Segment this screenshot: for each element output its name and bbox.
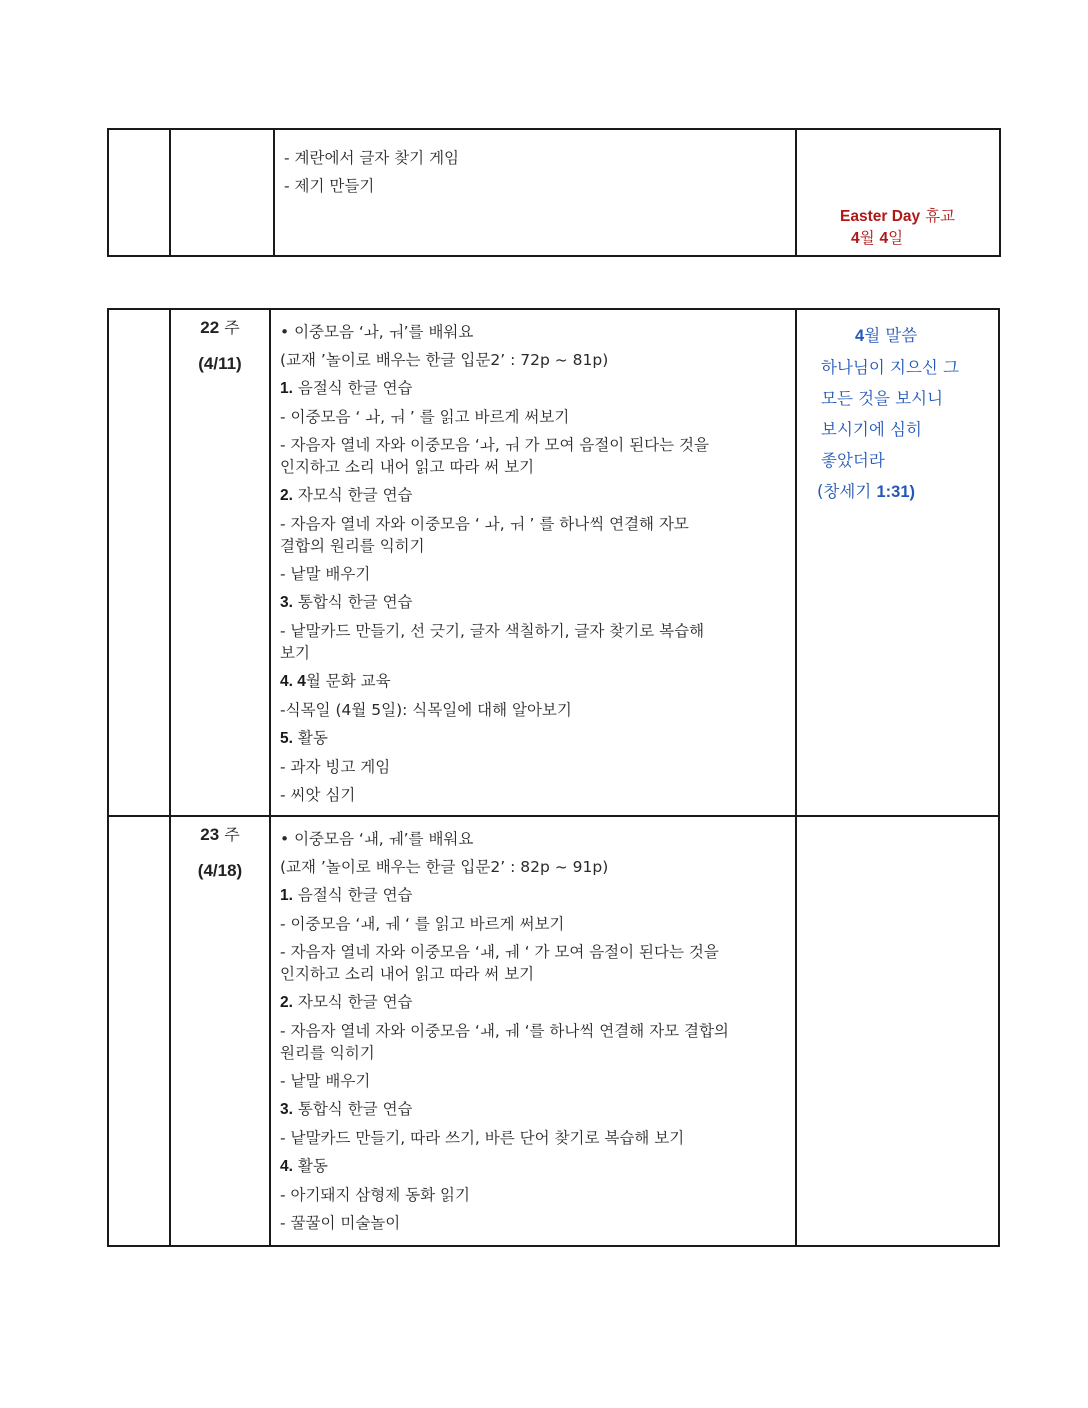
activity-line: -식목일 (4월 5일): 식목일에 대해 알아보기 [280,701,572,719]
activity-text: 인지하고 소리 내어 읽고 따라 써 보기 [280,965,535,983]
monthly-verse [797,310,998,508]
week-cell [170,129,274,256]
section-title: 자모식 한글 연습 [292,486,413,504]
activity-text: 보기 [280,644,310,662]
lesson-heading: • 이중모음 ‘ㅙ, ㅞ’를 배워요 [280,830,474,848]
section-title: 통합식 한글 연습 [292,1100,413,1118]
section-title: 통합식 한글 연습 [292,593,413,611]
section-heading [280,374,785,403]
activity-line [280,1017,785,1067]
verse-line: 하나님이 지으신 그 [821,358,960,377]
verse-cell [796,309,999,816]
schedule-table [107,308,1000,1247]
week-date: (4/18) [197,861,243,880]
activity-line [280,431,785,481]
activity-text: 원리를 익히기 [280,1044,375,1062]
verse-month: 4 [855,327,865,345]
month-word: 월 [859,229,880,247]
verse-title [821,320,998,352]
verse-chapter: 1:31) [876,483,916,501]
day-word: 일 [888,229,904,247]
activity-line: - 낱말 배우기 [280,1072,371,1090]
holiday-month: 4 [851,230,860,247]
verse-book: (창세기 [817,482,877,501]
week-cell [170,309,270,816]
activity-text: - 낱말카드 만들기, 선 긋기, 글자 색칠하기, 글자 찾기로 복습해 [280,622,705,640]
table-row-week-22 [108,309,999,816]
section-heading [280,988,785,1017]
lesson-heading: • 이중모음 ‘ㅘ, ㅝ’를 배워요 [280,323,474,341]
activity-line: - 씨앗 심기 [280,786,356,804]
section-heading [280,1095,785,1124]
activity-line: - 꿀꿀이 미술놀이 [280,1214,401,1232]
section-title: 활동 [292,729,328,747]
activity-line [280,617,785,667]
activity-text: - 자음자 열네 자와 이중모음 ‘ ㅘ, ㅝ ’ 를 하나씩 연결해 자모 [280,515,689,533]
section-heading [280,481,785,510]
content-cell [270,309,796,816]
section-number: 3. [280,594,293,611]
section-number: 1. [280,380,293,397]
holiday-name: Easter Day [840,208,921,225]
verse-reference [817,476,998,508]
week-cell [170,816,270,1246]
section-title: 월 문화 교육 [305,672,391,690]
section-heading [280,667,785,696]
section-heading [280,881,785,910]
holiday-note-date [851,226,903,248]
empty-cell [108,309,170,816]
activity-line: - 제기 만들기 [284,177,375,195]
week-label [171,817,269,853]
activity-text: - 자음자 열네 자와 이중모음 ‘ㅙ, ㅞ ‘를 하나씩 연결해 자모 결합의 [280,1022,729,1040]
section-number: 5. [280,730,293,747]
holiday-day: 4 [879,230,889,247]
activity-text: - 자음자 열네 자와 이중모음 ‘ㅘ, ㅝ 가 모여 음절이 된다는 것을 [280,436,709,454]
content-cell [270,816,796,1246]
verse-line: 모든 것을 보시니 [821,389,944,408]
content-cell [274,129,796,256]
verse-line: 좋았더라 [821,451,885,470]
activity-line: - 낱말카드 만들기, 따라 쓰기, 바른 단어 찾기로 복습해 보기 [280,1129,685,1147]
textbook-reference: (교재 ’놀이로 배우는 한글 입문2’ : 82p ~ 91p) [280,858,609,876]
verse-title-word: 월 말씀 [864,326,918,345]
holiday-note-title [840,204,955,226]
activity-line: - 아기돼지 삼형제 동화 읽기 [280,1186,471,1204]
activity-text: 인지하고 소리 내어 읽고 따라 써 보기 [280,458,535,476]
section-number: 4. 4 [280,673,306,690]
activity-line: - 과자 빙고 게임 [280,758,391,776]
activity-line [280,938,785,988]
empty-cell [108,129,170,256]
empty-cell [108,816,170,1246]
week-date: (4/11) [198,354,242,373]
section-number: 2. [280,487,293,504]
week-word: 주 [219,825,240,844]
activity-line: - 낱말 배우기 [280,565,371,583]
section-number: 1. [280,887,293,904]
section-number: 4. [280,1158,293,1175]
verse-line: 보시기에 심히 [821,420,922,439]
week-number: 22 [200,318,220,337]
section-heading [280,1152,785,1181]
section-title: 활동 [292,1157,328,1175]
activity-text: - 자음자 열네 자와 이중모음 ‘ㅙ, ㅞ ‘ 가 모여 음절이 된다는 것을 [280,943,719,961]
section-title: 자모식 한글 연습 [292,993,413,1011]
week-word: 주 [219,318,240,337]
activity-line: - 계란에서 글자 찾기 게임 [284,149,460,167]
activity-text: 결합의 원리를 익히기 [280,537,425,555]
section-number: 2. [280,994,293,1011]
note-cell [796,816,999,1246]
week-label [171,310,269,346]
activity-line [280,510,785,560]
activity-line: - 이중모음 ‘ ㅘ, ㅝ ’ 를 읽고 바르게 써보기 [280,408,570,426]
section-title: 음절식 한글 연습 [292,886,413,904]
textbook-reference: (교재 ’놀이로 배우는 한글 입문2’ : 72p ~ 81p) [280,351,609,369]
section-number: 3. [280,1101,293,1118]
holiday-closed-label: 휴교 [920,207,956,225]
section-heading [280,588,785,617]
table-row-week-23 [108,816,999,1246]
section-heading [280,724,785,753]
week-number: 23 [200,825,220,844]
activity-line: - 이중모음 ‘ㅙ, ㅞ ‘ 를 읽고 바르게 써보기 [280,915,565,933]
section-title: 음절식 한글 연습 [292,379,413,397]
